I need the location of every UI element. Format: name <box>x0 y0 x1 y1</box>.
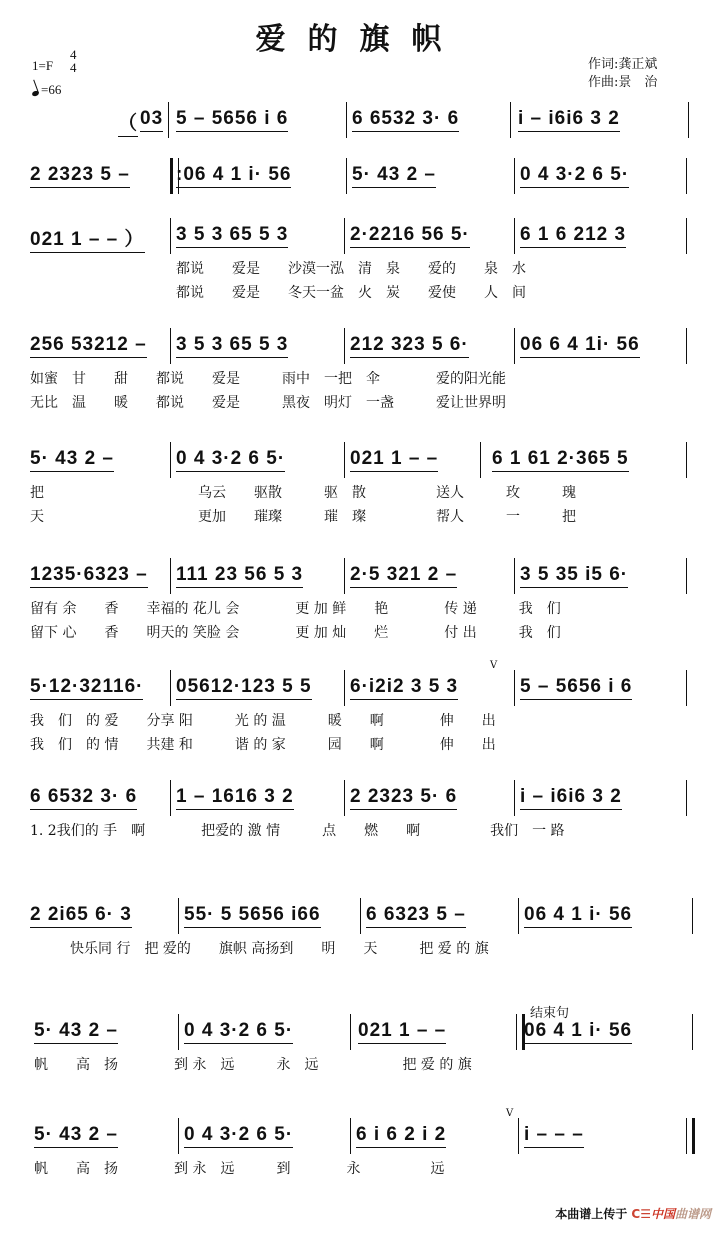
site-brand-a: 中国 <box>650 1207 675 1221</box>
measure-notes: :06 4 1 i· 56 <box>176 164 291 188</box>
lyrics-verse-1: 帆 高 扬 到 永 远 永 远 把 爱 的 旗 <box>34 1057 472 1073</box>
barline <box>514 218 515 254</box>
measure-notes: 0 4 3·2 6 5· <box>520 164 629 188</box>
barline <box>692 1014 693 1050</box>
barline <box>518 898 519 934</box>
barline <box>360 898 361 934</box>
barline <box>518 1118 519 1154</box>
lyrics-verse-2: 留下 心 香 明天的 笑脸 会 更 加 灿 烂 付 出 我 们 <box>30 625 561 641</box>
barline <box>686 780 687 816</box>
barline <box>514 328 515 364</box>
barline <box>514 670 515 706</box>
barline <box>344 328 345 364</box>
measure-notes: 5 – 5656 i 6 <box>520 676 632 700</box>
measure-notes: 3 5 35 i5 6· <box>520 564 628 588</box>
score-line <box>0 224 719 334</box>
measure-notes: 6 6532 3· 6 <box>352 108 459 132</box>
measure-notes: 05612·123 5 5 <box>176 676 312 700</box>
barline <box>178 1014 179 1050</box>
barline <box>344 218 345 254</box>
quarter-note-icon <box>31 90 39 97</box>
site-brand-b: 曲谱网 <box>674 1207 711 1221</box>
measure-notes: 212 323 5 6· <box>350 334 469 358</box>
measure-notes: 03 <box>140 108 163 132</box>
measure-notes: 5· 43 2 – <box>34 1124 118 1148</box>
barline <box>170 218 171 254</box>
barline <box>346 102 347 138</box>
measure-notes: 6 1 6 212 3 <box>520 224 626 248</box>
tempo-value: =66 <box>41 82 62 97</box>
barline <box>170 442 171 478</box>
measure-notes: 2 2323 5 – <box>30 164 130 188</box>
measure-notes: i – i6i6 3 2 <box>518 108 620 132</box>
measure-notes: 6 6532 3· 6 <box>30 786 137 810</box>
barline <box>168 102 169 138</box>
barline <box>170 558 171 594</box>
measure-notes: （ <box>118 108 138 137</box>
lyrics-verse-2: 无比 温 暖 都说 爱是 黑夜 明灯 一盏 爱让世界明 <box>30 395 506 411</box>
lyrics-verse-2: 我 们 的 情 共建 和 谐 的 家 园 啊 伸 出 <box>30 737 496 753</box>
barline <box>514 558 515 594</box>
measure-notes: 2 2323 5· 6 <box>350 786 457 810</box>
lyricist: 作词:龚正斌 <box>588 57 658 72</box>
measure-notes: 5· 43 2 – <box>34 1020 118 1044</box>
lyrics-verse-1: 快乐同 行 把 爱的 旗帜 高扬到 明 天 把 爱 的 旗 <box>70 941 489 957</box>
measure-notes: 06 4 1 i· 56 <box>524 904 632 928</box>
barline <box>178 898 179 934</box>
barline <box>350 1014 351 1050</box>
measure-notes: 021 1 – – <box>358 1020 446 1044</box>
barline <box>510 102 511 138</box>
score-line <box>0 334 719 444</box>
barline <box>514 158 515 194</box>
measure-notes: i – – – <box>524 1124 584 1148</box>
measure-notes: 2·5 321 2 – <box>350 564 457 588</box>
barline <box>344 670 345 706</box>
key-signature: 1=F <box>32 58 54 73</box>
lyrics-verse-1: 1. 2我们的 手 啊 把爱的 激 情 点 燃 啊 我们 一 路 <box>30 823 565 839</box>
breath-mark: V <box>490 660 498 671</box>
measure-notes: 021 1 – – <box>350 448 438 472</box>
lyrics-verse-2: 都说 爱是 冬天一盆 火 炭 爱使 人 间 <box>176 285 526 301</box>
tempo-marking <box>32 82 61 98</box>
lyrics-verse-1: 如蜜 甘 甜 都说 爱是 雨中 一把 伞 爱的阳光能 <box>30 371 506 387</box>
score-line <box>0 786 719 896</box>
time-signature-bottom: 4 <box>70 60 77 75</box>
measure-notes: 2 2i65 6· 3 <box>30 904 132 928</box>
barline <box>692 898 693 934</box>
barline <box>170 780 171 816</box>
measure-notes: 1 – 1616 3 2 <box>176 786 294 810</box>
time-signature <box>70 48 77 74</box>
repeat-end-barline <box>516 1014 525 1050</box>
measure-notes: 111 23 56 5 3 <box>176 564 303 588</box>
measure-notes: 021 1 – – ） <box>30 224 145 253</box>
breath-mark: V <box>506 1108 514 1119</box>
measure-notes: 6 6323 5 – <box>366 904 466 928</box>
measure-notes: 256 53212 – <box>30 334 147 358</box>
barline <box>686 670 687 706</box>
lyrics-verse-1: 都说 爱是 沙漠一泓 清 泉 爱的 泉 水 <box>176 261 526 277</box>
final-barline <box>686 1118 695 1154</box>
lyrics-verse-1: 帆 高 扬 到 永 远 到 永 远 <box>34 1161 445 1177</box>
lyrics-verse-2: 天 更加 璀璨 璀 璨 帮人 一 把 <box>30 509 576 525</box>
measure-notes: 5· 43 2 – <box>352 164 436 188</box>
credits <box>588 56 657 92</box>
barline <box>170 328 171 364</box>
site-logo-icon: C☰ <box>631 1207 651 1221</box>
measure-notes: 0 4 3·2 6 5· <box>184 1020 293 1044</box>
lyrics-verse-1: 把 乌云 驱散 驱 散 送人 玫 瑰 <box>30 485 576 501</box>
watermark <box>555 1205 711 1222</box>
time-signature-top: 4 <box>70 47 77 62</box>
measure-notes: i – i6i6 3 2 <box>520 786 622 810</box>
score-line <box>0 660 719 786</box>
barline <box>170 670 171 706</box>
measure-notes: 0 4 3·2 6 5· <box>184 1124 293 1148</box>
barline <box>686 558 687 594</box>
watermark-text: 本曲谱上传于 <box>555 1207 628 1221</box>
ending-marker: 结束句 <box>530 1006 570 1021</box>
score-line <box>0 1020 719 1130</box>
measure-notes: 6 i 6 2 i 2 <box>356 1124 446 1148</box>
barline <box>686 328 687 364</box>
barline <box>686 218 687 254</box>
measure-notes: 1235·6323 – <box>30 564 148 588</box>
lyrics-verse-1: 留有 余 香 幸福的 花儿 会 更 加 鲜 艳 传 递 我 们 <box>30 601 561 617</box>
barline <box>686 442 687 478</box>
score-title: 爱的旗帜 <box>255 22 464 57</box>
barline <box>344 442 345 478</box>
repeat-start-barline <box>170 158 179 194</box>
barline <box>686 158 687 194</box>
measure-notes: 5·12·32116· <box>30 676 143 700</box>
score-line <box>0 448 719 558</box>
measure-notes: 5 – 5656 i 6 <box>176 108 288 132</box>
barline <box>514 780 515 816</box>
measure-notes: 0 4 3·2 6 5· <box>176 448 285 472</box>
measure-notes: 2·2216 56 5· <box>350 224 470 248</box>
measure-notes: 06 6 4 1i· 56 <box>520 334 640 358</box>
measure-notes: 6 1 61 2·365 5 <box>492 448 629 472</box>
barline <box>344 780 345 816</box>
barline <box>344 558 345 594</box>
barline <box>688 102 689 138</box>
barline <box>480 442 481 478</box>
barline <box>346 158 347 194</box>
measure-notes: 6·i2i2 3 5 3 <box>350 676 458 700</box>
score-line <box>0 904 719 1014</box>
barline <box>350 1118 351 1154</box>
measure-notes: 5· 43 2 – <box>30 448 114 472</box>
composer: 作曲:景 治 <box>588 75 658 90</box>
measure-notes: 55· 5 5656 i66 <box>184 904 321 928</box>
measure-notes: 3 5 3 65 5 3 <box>176 334 288 358</box>
measure-notes: 3 5 3 65 5 3 <box>176 224 288 248</box>
lyrics-verse-1: 我 们 的 爱 分享 阳 光 的 温 暖 啊 伸 出 <box>30 713 496 729</box>
score-line <box>0 564 719 674</box>
barline <box>178 1118 179 1154</box>
measure-notes: 06 4 1 i· 56 <box>524 1020 632 1044</box>
